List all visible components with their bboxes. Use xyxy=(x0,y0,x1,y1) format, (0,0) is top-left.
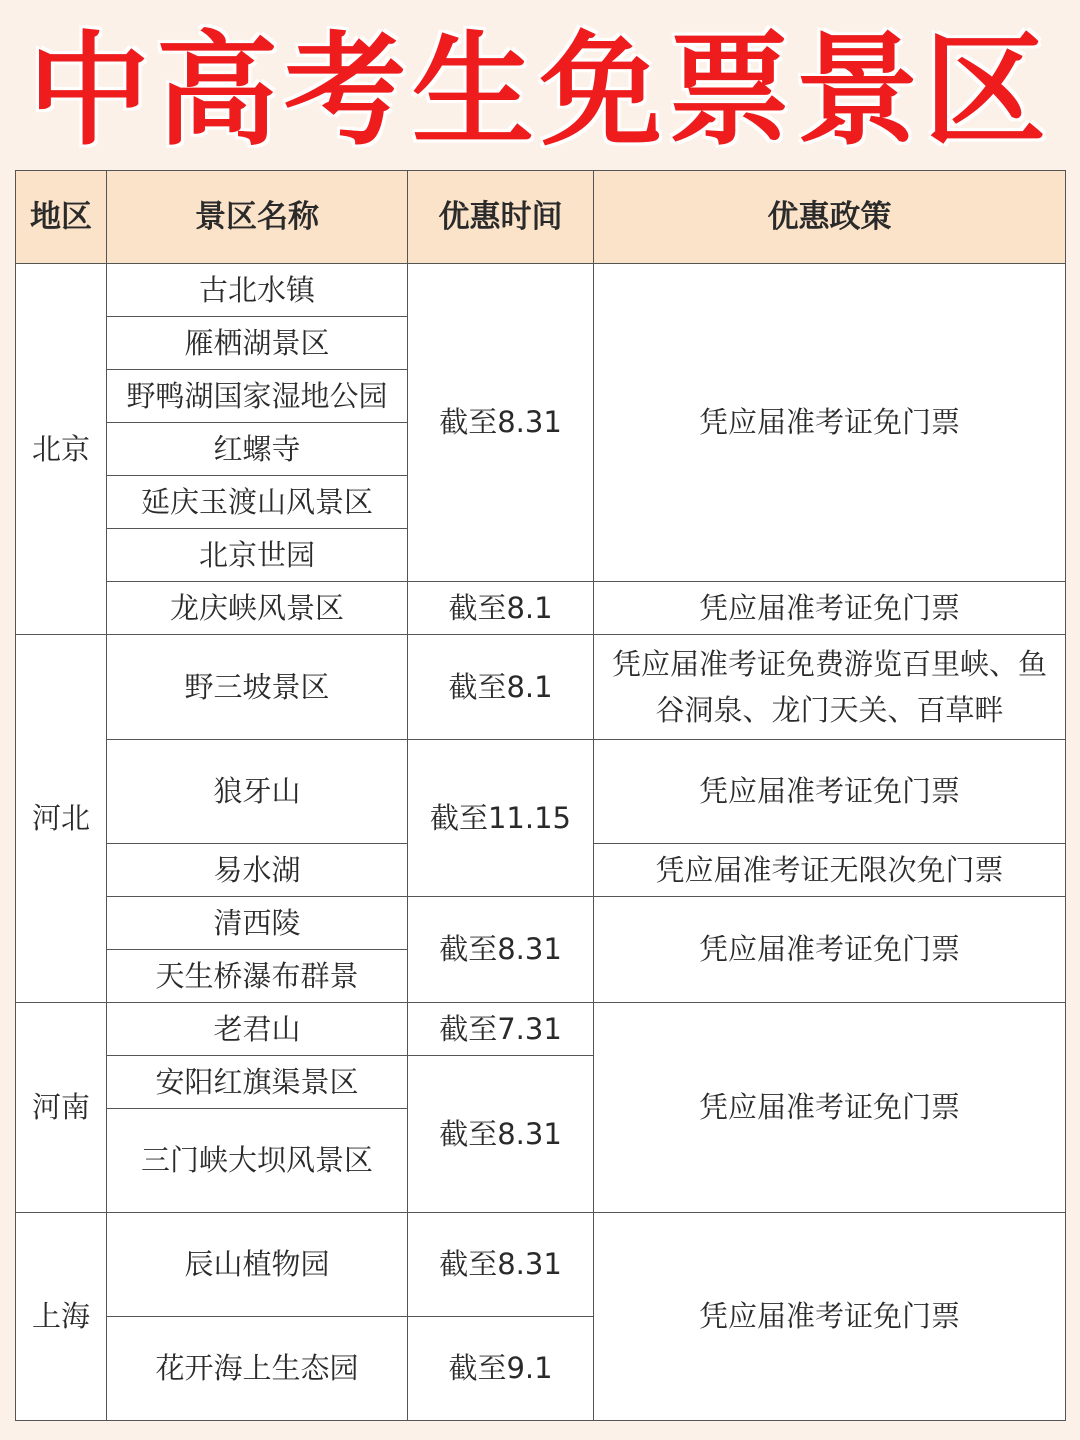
spot-name: 安阳红旗渠景区 xyxy=(107,1056,408,1109)
discount-policy: 凭应届准考证免门票 xyxy=(594,582,1066,635)
table-row xyxy=(16,740,1066,844)
discount-time: 截至9.1 xyxy=(408,1317,594,1421)
region-beijing: 北京 xyxy=(16,264,107,635)
spot-name: 延庆玉渡山风景区 xyxy=(107,476,408,529)
region-shanghai: 上海 xyxy=(16,1213,107,1421)
header-row xyxy=(16,171,1066,264)
discount-time: 截至8.31 xyxy=(408,1056,594,1213)
discount-policy: 凭应届准考证无限次免门票 xyxy=(594,844,1066,897)
spot-name: 清西陵 xyxy=(107,897,408,950)
discount-policy: 凭应届准考证免门票 xyxy=(594,897,1066,1003)
header-spot-name: 景区名称 xyxy=(107,171,408,264)
spot-name: 野三坡景区 xyxy=(107,635,408,740)
discount-time: 截至8.31 xyxy=(408,264,594,582)
table-row xyxy=(16,897,1066,950)
discount-policy: 凭应届准考证免门票 xyxy=(594,264,1066,582)
spot-name: 龙庆峡风景区 xyxy=(107,582,408,635)
spot-name: 狼牙山 xyxy=(107,740,408,844)
table-row xyxy=(16,582,1066,635)
discount-time: 截至8.31 xyxy=(408,897,594,1003)
header-discount-time: 优惠时间 xyxy=(408,171,594,264)
spot-name: 易水湖 xyxy=(107,844,408,897)
region-hebei: 河北 xyxy=(16,635,107,1003)
header-region: 地区 xyxy=(16,171,107,264)
discount-time: 截至7.31 xyxy=(408,1003,594,1056)
spot-name: 天生桥瀑布群景 xyxy=(107,950,408,1003)
spot-name: 花开海上生态园 xyxy=(107,1317,408,1421)
discount-policy: 凭应届准考证免费游览百里峡、鱼谷洞泉、龙门天关、百草畔 xyxy=(594,635,1066,740)
table-row xyxy=(16,1213,1066,1317)
discount-policy: 凭应届准考证免门票 xyxy=(594,1213,1066,1421)
discount-policy: 凭应届准考证免门票 xyxy=(594,740,1066,844)
spot-name: 辰山植物园 xyxy=(107,1213,408,1317)
spot-name: 红螺寺 xyxy=(107,423,408,476)
discount-time: 截至8.1 xyxy=(408,635,594,740)
table-row xyxy=(16,264,1066,317)
discount-policy: 凭应届准考证免门票 xyxy=(594,1003,1066,1213)
header-discount-policy: 优惠政策 xyxy=(594,171,1066,264)
table-row xyxy=(16,635,1066,740)
spot-name: 三门峡大坝风景区 xyxy=(107,1109,408,1213)
spot-name: 老君山 xyxy=(107,1003,408,1056)
spot-name: 古北水镇 xyxy=(107,264,408,317)
discount-time: 截至8.31 xyxy=(408,1213,594,1317)
page-title: 中高考生免票景区 xyxy=(28,19,1052,162)
table-row xyxy=(16,1003,1066,1056)
spot-name: 雁栖湖景区 xyxy=(107,317,408,370)
discount-time: 截至8.1 xyxy=(408,582,594,635)
spot-name: 野鸭湖国家湿地公园 xyxy=(107,370,408,423)
scenic-spot-table xyxy=(15,170,1066,1421)
discount-time: 截至11.15 xyxy=(408,740,594,897)
spot-name: 北京世园 xyxy=(107,529,408,582)
region-henan: 河南 xyxy=(16,1003,107,1213)
